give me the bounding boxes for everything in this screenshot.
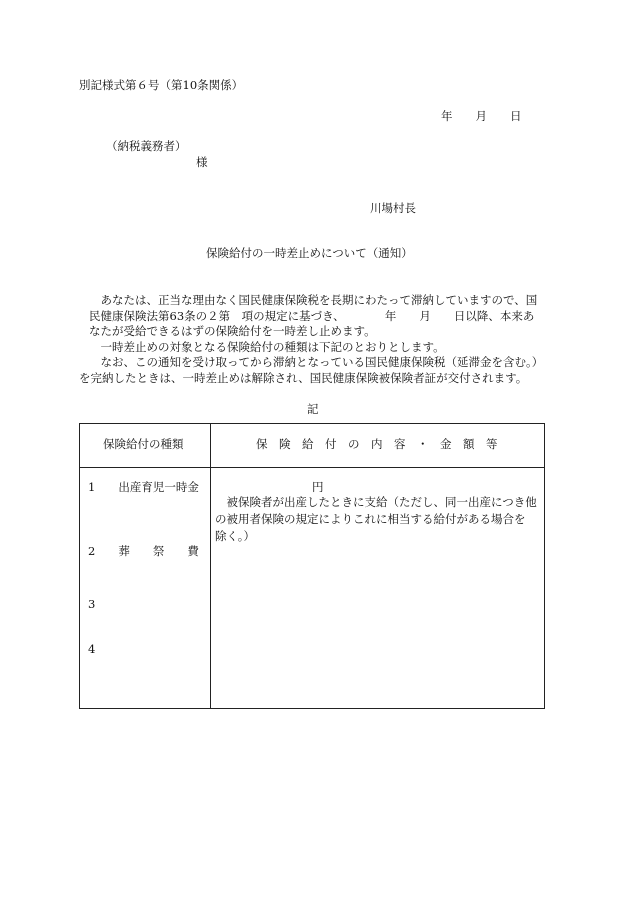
form-number: 別記様式第６号（第10条関係） — [79, 78, 244, 92]
recipient-label: （納税義務者） — [106, 139, 187, 153]
table-row-label: 2 葬 祭 費 — [88, 544, 199, 558]
body-line: 民健康保険法第63条の２第 項の規定に基づき、 年 月 日以降、本来あ — [89, 308, 535, 323]
table-header-content: 保 険 給 付 の 内 容 ・ 金 額 等 — [256, 437, 498, 451]
notice-title: 保険給付の一時差止めについて（通知） — [206, 246, 413, 260]
body-line: 一時差止めの対象となる保険給付の種類は下記のとおりとします。 — [89, 339, 445, 354]
yen-unit: 円 — [312, 480, 324, 494]
table-divider-horizontal — [80, 467, 544, 468]
recipient-honorific: 様 — [196, 155, 208, 169]
table-row-label: 4 — [88, 642, 96, 656]
body-line: なお、この通知を受け取ってから滞納となっている国民健康保険税（延滞金を含む。） — [89, 355, 544, 369]
table-row-label: 1 出産育児一時金 — [88, 480, 199, 494]
body-paragraph — [79, 293, 557, 386]
content-line: 被保険者が出産したときに支給（ただし、同一出産につき他 — [215, 495, 537, 509]
body-line: を完納したときは、一時差止めは解除され、国民健康保険被保険者証が交付されます。 — [79, 370, 528, 385]
benefit-table — [79, 423, 545, 709]
benefit-content — [215, 494, 541, 545]
table-header-type: 保険給付の種類 — [103, 437, 184, 451]
date-line: 年 月 日 — [441, 109, 522, 123]
content-line: の被用者保険の規定によりこれに相当する給付がある場合を — [215, 512, 526, 526]
body-line: あなたは、正当な理由なく国民健康保険税を長期にわたって滞納していますので、国 — [89, 293, 538, 307]
table-row-label: 3 — [88, 597, 96, 611]
content-line: 除く。） — [215, 529, 256, 543]
ki-heading: 記 — [307, 402, 319, 416]
body-line: なたが受給できるはずの保険給付を一時差し止めます。 — [89, 324, 376, 338]
sender-name: 川場村長 — [370, 201, 416, 215]
